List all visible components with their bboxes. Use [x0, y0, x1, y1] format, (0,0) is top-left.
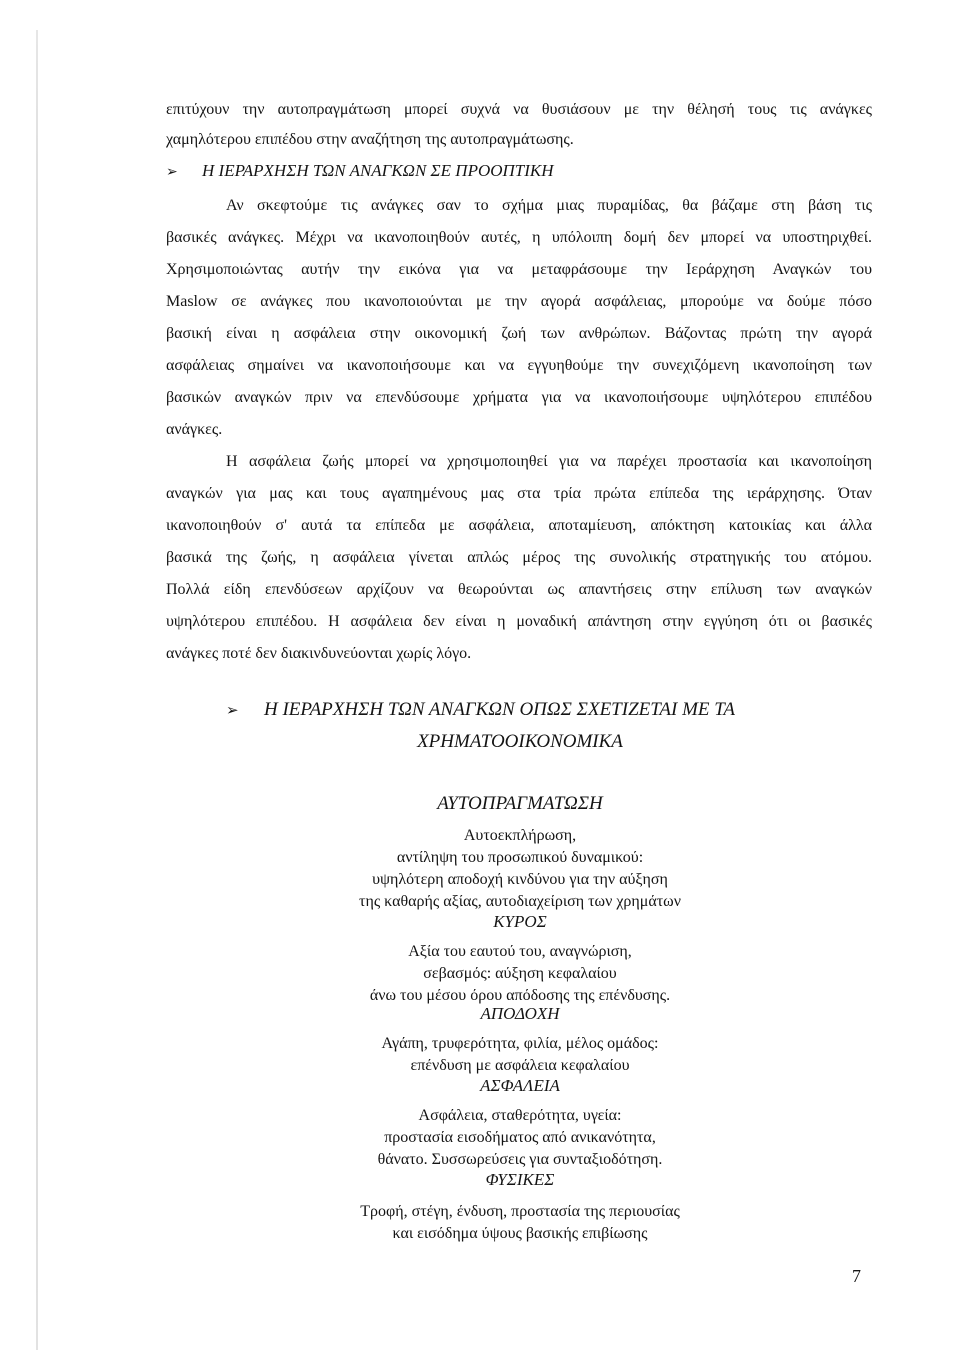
paragraph-line: ανάγκες ποτέ δεν διακινδυνεύονται χωρίς λόγο. — [166, 645, 472, 662]
paragraph-line: βασική είναι η ασφάλεια στην οικονομική ζωή των ανθρώπων. Βάζοντας πρώτη την αγορά — [166, 325, 872, 342]
paragraph-line: βασικά της ζωής, η ασφάλεια γίνεται απλώς μέρος της συνολικής στρατηγικής του ατόμου. — [166, 549, 872, 566]
hierarchy-line: αντίληψη του προσωπικού δυναμικού: — [396, 849, 644, 866]
hierarchy-line: Αγάπη, τρυφερότητα, φιλία, μέλος ομάδος: — [381, 1035, 659, 1052]
paragraph-line: Αν σκεφτούμε τις ανάγκες σαν το σχήμα μιας πυραμίδας, θα βάζαμε στη βάση τις — [226, 197, 872, 214]
page-number: 7 — [852, 1266, 861, 1286]
section-heading-text-line-2: ΧΡΗΜΑΤΟΟΙΚΟΝΟΜΙΚΑ — [417, 731, 623, 752]
arrow-bullet-icon: ➢ — [226, 701, 239, 719]
paragraph-line: Η ασφάλεια ζωής μπορεί να χρησιμοποιηθεί για να παρέχει προστασία και ικανοποίηση — [226, 453, 872, 470]
hierarchy-level-title: ΑΣΦΑΛΕΙΑ — [480, 1076, 560, 1095]
paragraph-line: υψηλότερου επιπέδου. Η ασφάλεια δεν είναι η μοναδική απάντηση στην εγγύηση ότι οι βασικές — [166, 613, 872, 630]
paragraph-line: αναγκών για μας και τους αγαπημένους μας στα τρία πρώτα επίπεδα της ιεράρχησης. Όταν — [166, 485, 872, 502]
hierarchy-top-title: ΑΥΤΟΠΡΑΓΜΑΤΩΣΗ — [437, 793, 603, 814]
hierarchy-level-title: ΑΠΟΔΟΧΗ — [480, 1004, 560, 1023]
paragraph-line: επιτύχουν την αυτοπραγμάτωση μπορεί συχνά να θυσιάσουν με την θέλησή τους τις ανάγκες — [166, 101, 872, 118]
hierarchy-line: θάνατο. Συσσωρεύσεις για συνταξιοδότηση. — [377, 1151, 663, 1168]
paragraph-line: ανάγκες. — [166, 421, 223, 438]
section-heading-text: Η ΙΕΡΑΡΧΗΣΗ ΤΩΝ ΑΝΑΓΚΩΝ ΟΠΩΣ ΣΧΕΤΙΖΕΤΑΙ ΜΕ ΤΑ — [264, 699, 736, 720]
arrow-bullet-icon: ➢ — [166, 164, 178, 180]
hierarchy-line: και εισόδημα ύψους βασικής επιβίωσης — [392, 1225, 648, 1242]
hierarchy-line: επένδυση με ασφάλεια κεφαλαίου — [410, 1057, 630, 1074]
hierarchy-line: της καθαρής αξίας, αυτοδιαχείριση των χρημάτων — [359, 893, 681, 910]
hierarchy-level-title: ΦΥΣΙΚΕΣ — [485, 1170, 555, 1189]
hierarchy-line: Τροφή, στέγη, ένδυση, προστασία της περιουσίας — [360, 1203, 680, 1220]
section-heading — [166, 160, 554, 183]
hierarchy-line: σεβασμός: αύξηση κεφαλαίου — [423, 965, 617, 982]
paragraph-line: ασφάλειας σημαίνει να ικανοποιήσουμε και να εγγυηθούμε την συνεχιζόμενη ικανοποίηση των — [166, 357, 872, 374]
paragraph-line: Πολλά είδη επενδύσεων αρχίζουν να θεωρούνται ως απαντήσεις στην επίλυση των αναγκών — [166, 581, 872, 598]
section-heading-text: Η ΙΕΡΑΡΧΗΣΗ ΤΩΝ ΑΝΑΓΚΩΝ ΣΕ ΠΡΟΟΠΤΙΚΗ — [202, 161, 554, 180]
section-heading — [226, 698, 735, 722]
hierarchy-line: άνω του μέσου όρου απόδοσης της επένδυσης. — [369, 987, 671, 1004]
paragraph-line: βασικών αναγκών πριν να επενδύσουμε χρήματα για να ικανοποιήσουμε υψηλότερου επιπέδου — [166, 389, 872, 406]
hierarchy-line: Αξία του εαυτού του, αναγνώριση, — [408, 943, 632, 960]
paragraph-line: Maslow σε ανάγκες που ικανοποιούνται με την αγορά ασφάλειας, μπορούμε να δούμε πόσο — [166, 293, 872, 310]
paragraph-line: Χρησιμοποιώντας αυτήν την εικόνα για να μεταφράσουμε την Ιεράρχηση Αναγκών του — [166, 261, 872, 278]
hierarchy-line: προστασία εισοδήματος από ανικανότητα, — [384, 1129, 656, 1146]
hierarchy-line: Ασφάλεια, σταθερότητα, υγεία: — [418, 1107, 622, 1124]
paragraph-line: βασικές ανάγκες. Μέχρι να ικανοποιηθούν αυτές, η υπόλοιπη δομή δεν μπορεί να υποστηριχθεί. — [166, 229, 872, 246]
paragraph-line: ικανοποιηθούν σ' αυτά τα επίπεδα με ασφάλεια, αποταμίευση, απόκτηση κατοικίας και άλλα — [166, 517, 872, 534]
hierarchy-level-title: ΚΥΡΟΣ — [493, 912, 547, 931]
paragraph-line: χαμηλότερου επιπέδου στην αναζήτηση της αυτοπραγμάτωσης. — [166, 131, 574, 148]
hierarchy-line: Αυτοεκπλήρωση, — [463, 827, 577, 844]
hierarchy-line: υψηλότερη αποδοχή κινδύνου για την αύξηση — [372, 871, 668, 888]
